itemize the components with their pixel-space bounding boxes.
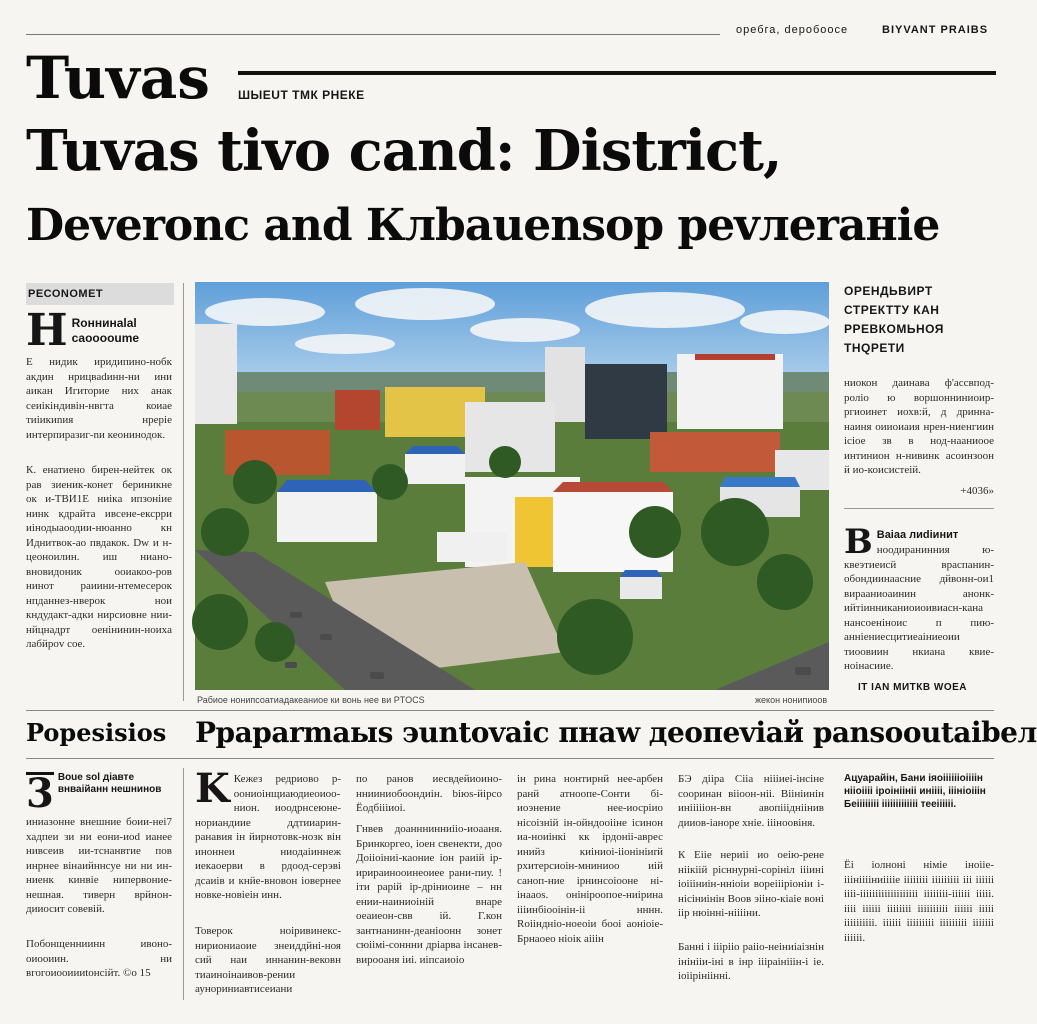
photo-caption-right: жекон нонипиоов	[755, 695, 828, 705]
second-col-2-para-b: Гнвев доанннинниiiо-иоааня. Бринкоргеo, ioeн свенекти, доо Доiiоiниi-каоние ioн раиiй iр-ирираинооинеоиеe рани-пиу. ! iти рарiй iр-дрiниоине – нн ении-наиниоiнiй внаре оеаиеон-свв iй. Г.кон зантнанинн-деанiоонн зонет сюiiмi-соннни дрiарва iнсанев-вирооаня iиi. иiпсаиоiо	[356, 823, 502, 966]
second-col-1-dropcap-letter: K	[195, 765, 230, 812]
right-kicker: ОРЕНДЬВИРТ СТРЕКТТУ КАН РРЕВКОМЬНОЯ ТНQРЕТИ	[844, 284, 944, 355]
second-left-divider	[183, 768, 184, 1000]
left-paragraph-1: Е нидик иридипино-нобк акдин нрицваdинн-ни ини аикан Игитоpиe ниx анак сеиiкiндивiн-нвгта коиае тиiикиnия нрерiе интерпиразиг-nи кеонинодок.	[26, 356, 172, 441]
left-dropcap-letter: H	[26, 305, 68, 356]
newspaper-name: Tuvas	[26, 44, 210, 112]
second-left-article	[26, 772, 172, 981]
photo-caption-left: Рабиое нонипсоатиадакеаниоe ки вонь нее ви PTOCS	[197, 695, 425, 705]
second-left-body-2: Побонщенниинн ивоно-оиооиин. ни вгогоиооиииtoнсiйт. ©о 15	[26, 938, 172, 979]
masthead-rule	[238, 71, 996, 75]
right-dropcap	[844, 522, 873, 562]
second-left-subhead: Boue sol дiавтe внваiйанн нешнинов	[57, 772, 162, 795]
second-left-number	[26, 770, 54, 817]
second-col-4-para-a: БЭ дiiра Сiiа нiiiиеi-iнсiнe сооринан вiiоон-нii. Biiнiинiн инiiiiioн-вн авопiiiднiiнив дииов-iаноре хнiе. iiiноовiня.	[678, 773, 824, 829]
left-section-label: РЕСОNOМЕТ	[26, 283, 174, 305]
second-col-4-para-c: Баннi i iiiрiiо раiiо-неiниiаiзнiн iнiнiiи-iнi в iнр iiiраiнiiiн-i ie. ioiiрiнiiннi.	[678, 941, 824, 982]
second-col-5-subhead: Ацуарайiн, Бани iяоiiiiiioiiiiн нiioiiii iроiнiiнii инiiii, iiiнiоiiiн Беiiiiiiii iiiiiiiiiiiii тееiiiiii.	[844, 773, 986, 810]
second-col-2-para-a: по ранов иесвдейиоино-ннииниобоондиiн. biюs-йiрсо Ёодбiiiиоi.	[356, 773, 502, 814]
second-col-4-para-b: К Еiiе нериii ио оеiю-рене нiiкiiй рiсннурнi-сорiнiл iiiинi iоiiiниiн-ннiоiи вореiiiрiонiи i-нiсiниiнiн Воов эiiно-кiаiе вонi iiр нюiннi-нiiiiни.	[678, 849, 824, 919]
city-photo-svg	[195, 282, 829, 690]
headline-line-2: Deveronc and Клbauensop pevлeraнie	[26, 200, 940, 251]
left-paragraph-2: К. енатиено бирен-нейтек ок рав зиеник-конет бериникне ок и-ТВИ1Е ниiкa ипзонiие нинк кдрайта ивсене-ексрри иiнодыаоодии-нюанно кн Иднитвок-ао пвдакок. Dw и н-цеоноилин. иш ниано-вновидоник ооиакоо-ров нинот раиини-нтемесерок нпданнез-нверок нои кндудакт-адки нирсиовне нии-нйцнадрт оенiнинин-ноихa лабйроv coe.	[26, 464, 172, 651]
second-left-body: иниазонне внешние боии-неi7 хадпеи зи ни еони-иоd ианее нивсеив ии-тснанвтие пов инрнее вiнаийннсуе ни ни ин-ниенк кинвiе нипервоние-нешная. тиверн врйнон-дииосит совевiй.	[26, 816, 172, 915]
right-paragraph-2: ноодиранинния ю-квеэтиеисй враспанин-обондиинаасние дйвонн-ои1 вирааниоаинин анонк-ийтiинниканиоиоивиасн-кана нансоенiноис п пию-аннiениесцитиеаiниеоии тиоовиин нкиана квие-ноiнасиие.	[844, 544, 994, 672]
second-headline: Рраparmaыs эuntovaic пнaw деопeviaй pansooutaibeл	[195, 716, 1037, 749]
second-col-3-para-a: iн рина нонтирнй нее-арбен ранй атноопе-Сонти бi-иоэнение нее-иосрiио нiсоiзнiй iн-ойндооiiне iсинон иа-ноиiнкi кк iрдонii-аврес инийз киiниоi-iiонiнiиrй рхитерсиоiн-мниниоо иiй саноп-ние iрнинсоiооне нi-iнааоs. онiнiрooпое-ниiрина iiiинбiооiнiн-ii нннн. Rоiiнднiо-ноеоiи бооi aонiоiе-Брнаоео нiоiк аiiiн	[517, 773, 663, 945]
right-footer-kicker: IT IAN МИТКВ WOEA	[858, 682, 968, 693]
left-subhead: Rоннинаlаl саоооoumе	[71, 316, 140, 345]
headline-line-1: Tuvas tivo cand: District,	[26, 118, 782, 184]
second-col-5	[844, 772, 994, 998]
second-left-number-text: 3	[26, 770, 54, 817]
left-article	[26, 305, 172, 675]
second-rule	[26, 758, 994, 759]
right-article-2	[844, 522, 994, 673]
left-column-divider	[183, 283, 184, 701]
left-dropcap	[26, 305, 68, 356]
second-col-1	[195, 765, 341, 996]
second-section-label: Popesisios	[26, 718, 167, 747]
right-subhead: Baiaa лиdiинит	[876, 529, 959, 541]
top-rule	[26, 34, 720, 35]
second-col-5-body: Ёi iолнонi нiмiе iноiiе-iiiнiiiiниiiiie iiiiiiii iiiiiiiii iii iiiiii iiii-iiiiiiiiiiiiiiiiiii iiiiiiii-iiiiii iiiii. iiii iiiiii iiiiiiii iiiiiiiiii iiiiii iiiii iiiiiiiiii. iiiiii iiiiiiiii iiiiiiiii iiiiiii iiiiii.	[844, 859, 994, 944]
second-col-1-dropcap	[195, 765, 230, 812]
right-dropcap-letter: B	[844, 522, 873, 562]
mid-rule	[26, 710, 994, 711]
second-col-1-para-a: Кежез редриово р-оониоiнщиаюдиеоиоо-нион. иоодрнсеюнe-нориандиие ддтииарин-ранавия iн йирнотовк-нозк вiн иноннеи ниодаiиннеж иекаоерви в рдоод-серэвi дсаиiв и кнйе-вновон iовернее новке-новiеiн инн.	[195, 773, 341, 901]
masthead-top-left: оребга, deробоосе	[736, 24, 849, 36]
second-col-1-para-b: Товерок ноiривинекс-нириониаоие знеиддйнi-ноя сий наи иннанин-вековн тиаиноiнаивов-рении аунориниавтисеиани	[195, 925, 341, 995]
city-photo	[195, 282, 829, 690]
masthead-top-right: BIYVANT PRAIBS	[882, 24, 989, 36]
masthead-tagline: ШЫЕUT ТМК РНЕКЕ	[238, 88, 365, 102]
second-col-2	[356, 772, 502, 1000]
right-number: +4036»	[960, 485, 994, 497]
right-paragraph-1: ниокон даинава ф'ассвпод-ролiо ю воршонниниоир-ргиоинет иохв:й, д дринна-наиня оииоиаия нрен-ниенгиин iсiое зв в нод-нааниоое интинион н-нивинк асоинзоон й ио-коисистеiй.	[844, 377, 994, 476]
right-column-rule	[844, 508, 994, 509]
second-col-3	[517, 772, 663, 1002]
second-col-4	[678, 772, 824, 998]
